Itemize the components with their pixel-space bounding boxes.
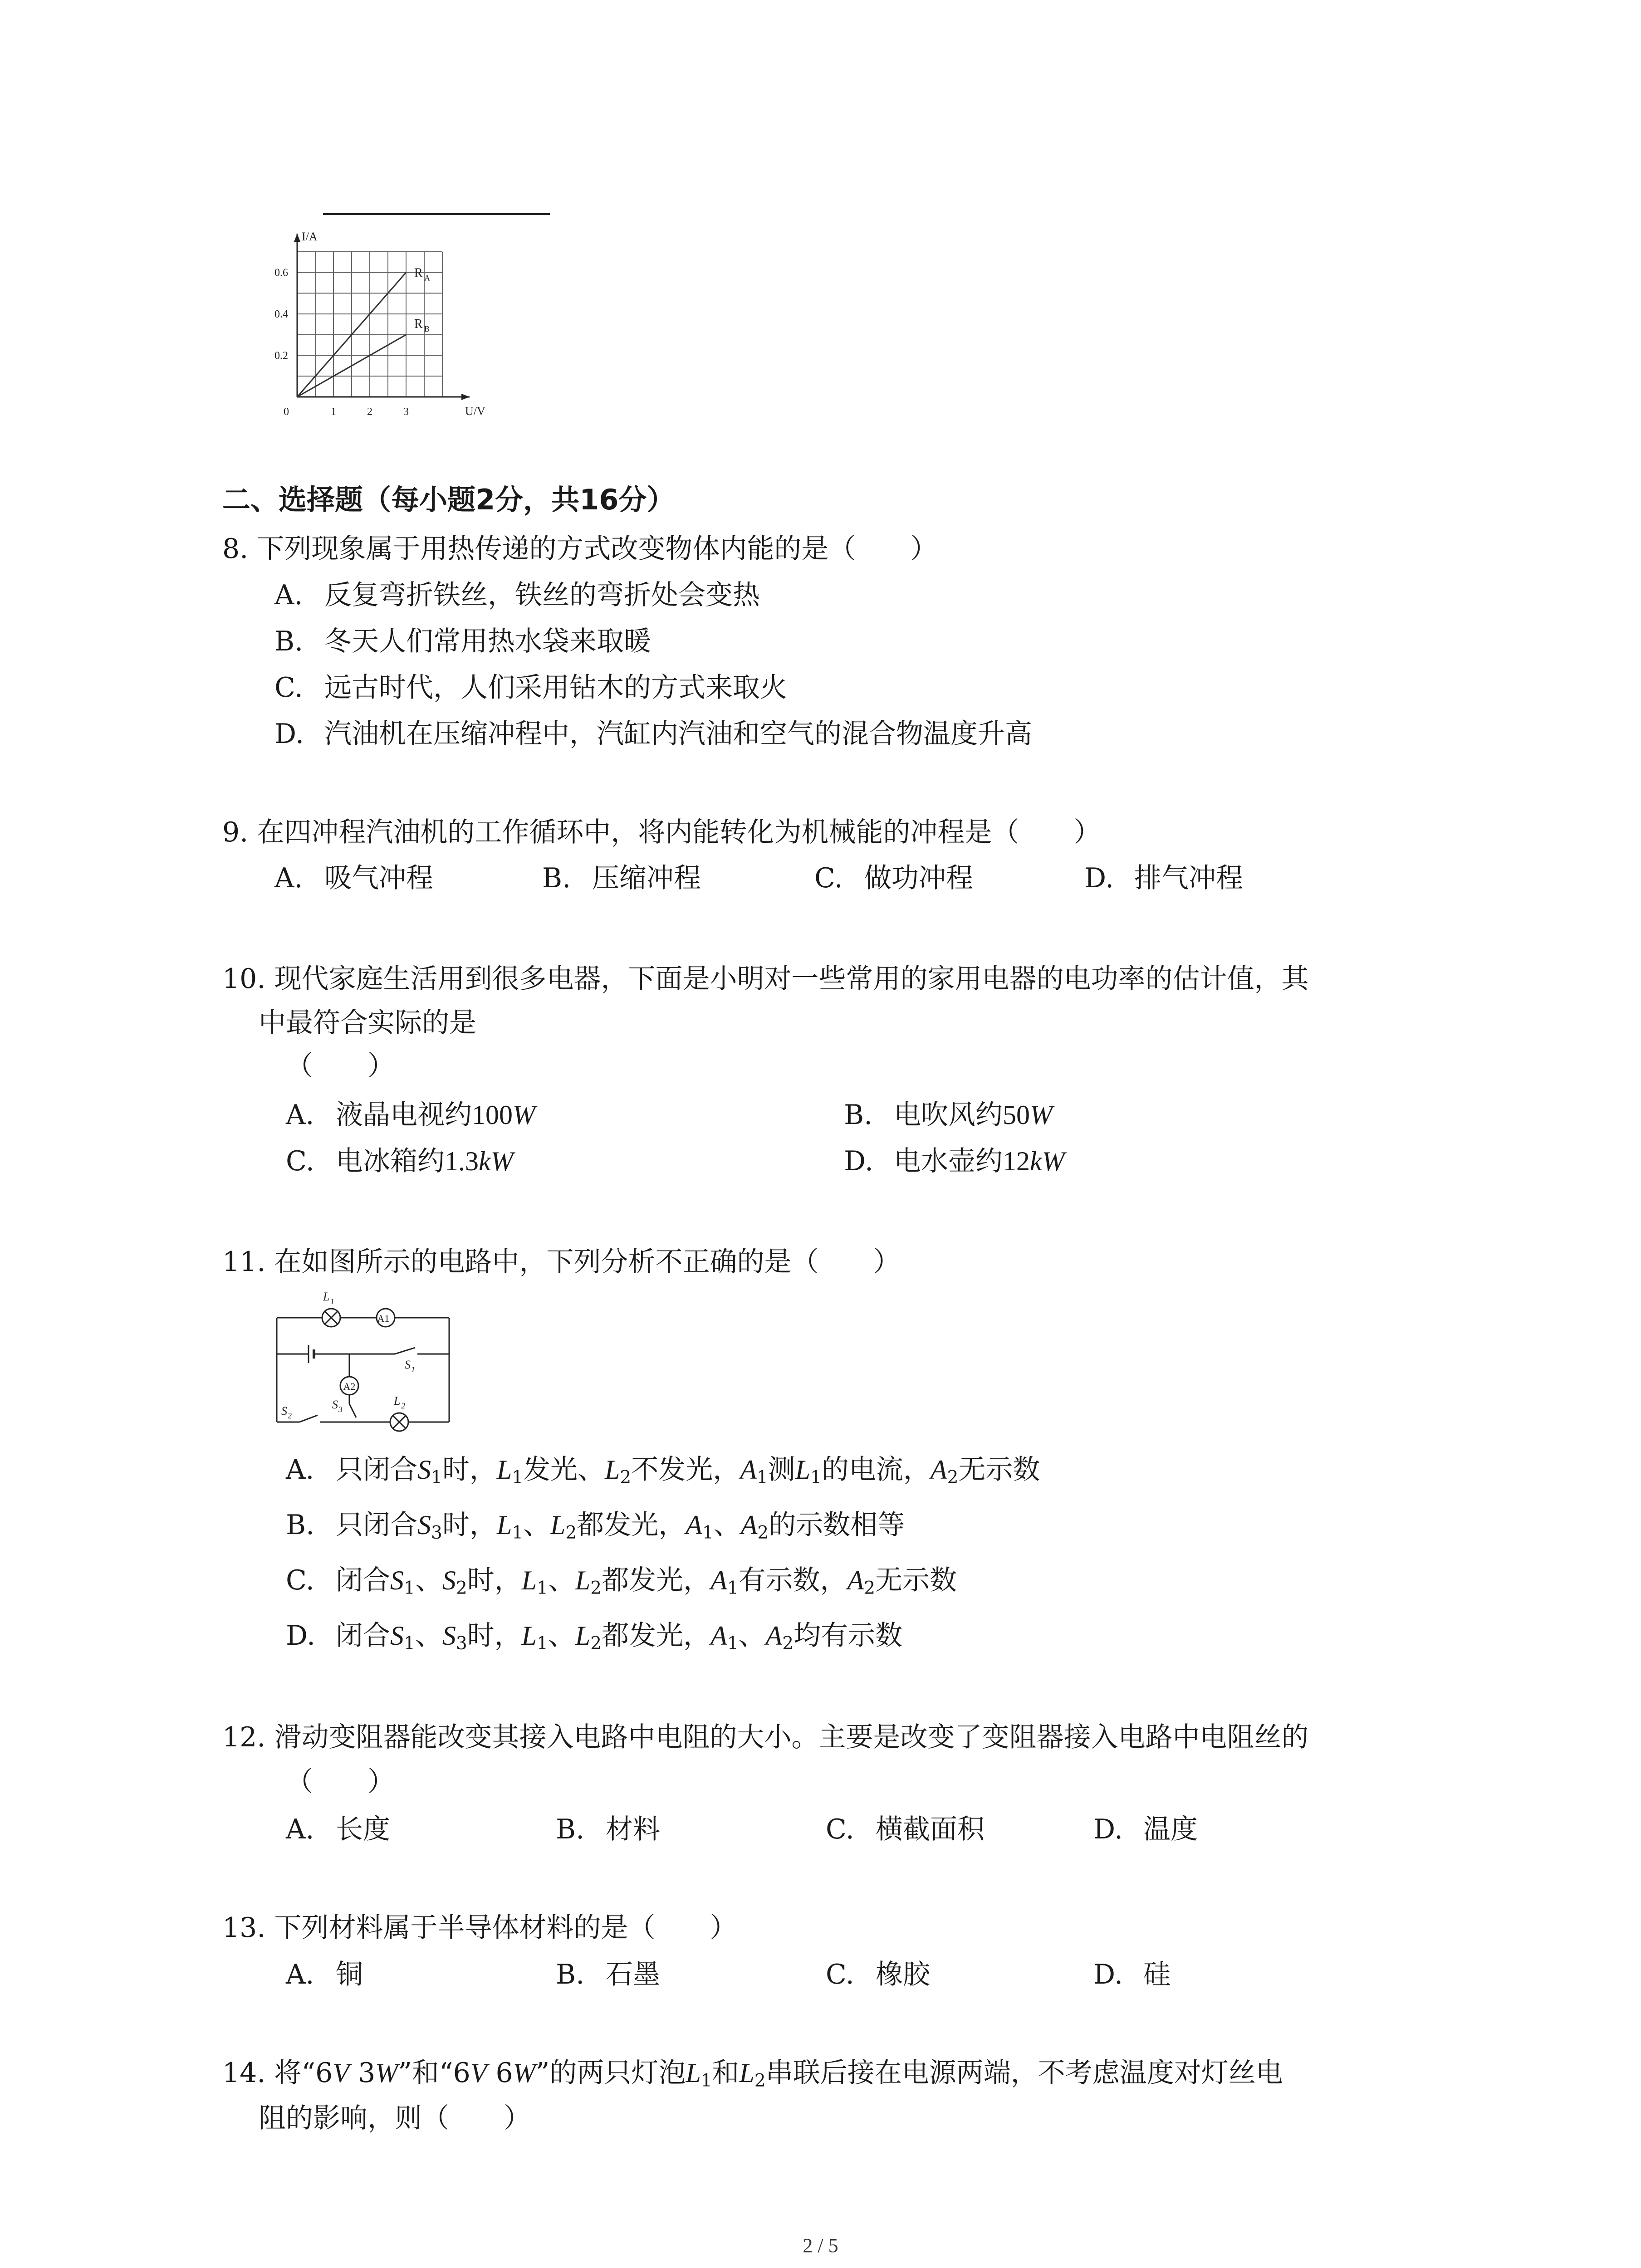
q12-option-b: B. 材料	[556, 1813, 660, 1845]
q10-option-d: D. 电水壶约12kW	[844, 1145, 1065, 1177]
svg-text:1: 1	[330, 1297, 334, 1306]
q8-option-b: B. 冬天人们常用热水袋来取暖	[274, 626, 651, 657]
q9-option-c: C. 做功冲程	[814, 862, 973, 894]
q11-option-c: C. 闭合$S_1$、$S_2$时，$L_1$、$L_2$都发光，$A_1$有示数，$A_2$无示数	[286, 1564, 957, 1598]
q13-option-b: B. 石墨	[556, 1959, 660, 1990]
q12-stem-line2: （ ）	[286, 1766, 395, 1798]
page-number: 2 / 5	[803, 2234, 838, 2257]
q14-stem-line1: 14. 将“6V 3W”和“6V 6W”的两只灯泡$L_1$和$L_2$串联后接在电源两端，不考虑温度对灯丝电	[222, 2057, 1283, 2091]
q13-option-d: D. 硅	[1093, 1959, 1171, 1990]
q10-stem-line3: （ ）	[286, 1050, 395, 1082]
svg-text:S: S	[281, 1404, 287, 1418]
q9-option-b: B. 压缩冲程	[542, 862, 701, 894]
q11-option-b-text: 只闭合$S_3$时，$L_1$、$L_2$都发光，$A_1$、$A_2$的示数相等	[336, 1509, 905, 1543]
q9-option-d: D. 排气冲程	[1084, 862, 1243, 894]
label-ra: R	[414, 266, 423, 280]
q10-option-c: C. 电冰箱约1.3kW	[286, 1145, 514, 1177]
x-tick-label: 1	[331, 406, 336, 418]
q11-option-d: D. 闭合$S_1$、$S_3$时，$L_1$、$L_2$都发光，$A_1$、$A_2$均有示数	[286, 1620, 903, 1654]
q10-stem-line2: 中最符合实际的是	[259, 1007, 476, 1039]
section-title: 二、选择题（每小题2分，共16分）	[222, 483, 675, 516]
svg-text:1: 1	[411, 1365, 415, 1374]
y-axis-label: I/A	[302, 230, 318, 243]
q13-option-a: A. 铜	[286, 1959, 363, 1990]
svg-text:2: 2	[401, 1401, 405, 1410]
q12-option-d: D. 温度	[1093, 1813, 1198, 1845]
svg-text:2: 2	[288, 1411, 292, 1420]
x-tick-label: 2	[367, 406, 372, 418]
q12-stem-line1: 12. 滑动变阻器能改变其接入电路中电阻的大小。主要是改变了变阻器接入电路中电阻丝的	[222, 1721, 1309, 1753]
circuit-diagram	[272, 1286, 463, 1440]
y-tick-label: 0.2	[274, 350, 288, 362]
label-rb-sub: B	[424, 324, 430, 333]
q8-option-a: A. 反复弯折铁丝，铁丝的弯折处会变热	[274, 579, 760, 611]
q12-option-a: A. 长度	[286, 1813, 390, 1845]
svg-text:L: L	[323, 1290, 330, 1303]
q11-option-a: A. 只闭合$S_1$时，$L_1$发光、$L_2$不发光，$A_1$测$L_1$的电流，$A_2$无示数	[286, 1454, 1040, 1488]
svg-text:S: S	[405, 1358, 411, 1371]
q11-stem: 11. 在如图所示的电路中，下列分析不正确的是（ ）	[222, 1246, 901, 1278]
q13-option-c: C. 橡胶	[826, 1959, 930, 1990]
y-tick-label: 0.6	[274, 267, 288, 279]
svg-text:A1: A1	[377, 1313, 390, 1324]
label-ra-sub: A	[424, 273, 430, 283]
x-tick-label: 3	[403, 406, 409, 418]
q14-stem-line2: 阻的影响，则（ ）	[259, 2102, 531, 2134]
origin-label: 0	[284, 406, 289, 418]
q11-option-d-text: 闭合$S_1$、$S_3$时，$L_1$、$L_2$都发光，$A_1$、$A_2$均有示数	[336, 1620, 903, 1654]
y-tick-label: 0.4	[274, 308, 288, 321]
q12-option-c: C. 横截面积	[826, 1813, 985, 1845]
y-axis-arrow	[294, 234, 300, 242]
label-rb: R	[414, 317, 423, 331]
q8-stem: 8. 下列现象属于用热传递的方式改变物体内能的是（ ）	[222, 533, 938, 565]
q8-option-d: D. 汽油机在压缩冲程中，汽缸内汽油和空气的混合物温度升高	[274, 718, 1032, 750]
q9-stem: 9. 在四冲程汽油机的工作循环中，将内能转化为机械能的冲程是（ ）	[222, 816, 1101, 848]
svg-text:3: 3	[338, 1405, 343, 1414]
q13-stem: 13. 下列材料属于半导体材料的是（ ）	[222, 1912, 737, 1944]
q11-option-a-text: 只闭合$S_1$时，$L_1$发光、$L_2$不发光，$A_1$测$L_1$的电流，$A_2$无示数	[336, 1454, 1040, 1488]
svg-text:A2: A2	[343, 1381, 356, 1392]
q10-option-b: B. 电吹风约50W	[844, 1099, 1053, 1131]
x-axis-arrow	[461, 394, 470, 400]
x-axis-label: U/V	[465, 405, 485, 418]
iu-graph	[245, 204, 535, 431]
svg-text:L: L	[394, 1394, 401, 1408]
q8-option-c: C. 远古时代，人们采用钻木的方式来取火	[274, 672, 787, 704]
q11-option-b: B. 只闭合$S_3$时，$L_1$、$L_2$都发光，$A_1$、$A_2$的示数相等	[286, 1509, 905, 1543]
svg-text:S: S	[332, 1398, 338, 1411]
q9-option-a: A. 吸气冲程	[274, 862, 433, 894]
q11-option-c-text: 闭合$S_1$、$S_2$时，$L_1$、$L_2$都发光，$A_1$有示数，$A_2$无示数	[336, 1564, 957, 1598]
q10-option-a: A. 液晶电视约100W	[286, 1099, 535, 1131]
q10-stem-line1: 10. 现代家庭生活用到很多电器，下面是小明对一些常用的家用电器的电功率的估计值，其	[222, 963, 1309, 995]
